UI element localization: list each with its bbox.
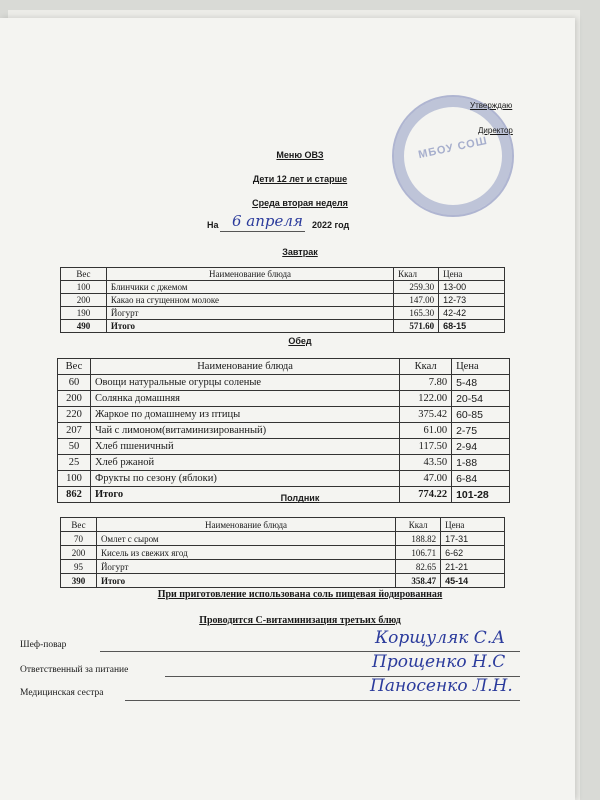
total-price-cell: 101-28 xyxy=(452,487,510,503)
price-cell: 13-00 xyxy=(439,281,505,294)
total-weight-cell: 390 xyxy=(61,574,97,588)
signature-name: Паносенко Л.Н. xyxy=(370,676,513,696)
vitamin-note: Проводится С-витаминизация третьих блюд xyxy=(199,615,401,626)
table-row xyxy=(61,281,505,294)
dish-cell: Йогурт xyxy=(96,560,395,574)
weight-cell: 100 xyxy=(58,471,91,487)
snack-table xyxy=(60,517,505,588)
weight-cell: 200 xyxy=(58,391,91,407)
table-row xyxy=(61,294,505,307)
dish-cell: Солянка домашняя xyxy=(90,391,399,407)
price-cell: 60-85 xyxy=(452,407,510,423)
dish-cell: Фрукты по сезону (яблоки) xyxy=(90,471,399,487)
kcal-cell: 47.00 xyxy=(400,471,452,487)
kcal-cell: 117.50 xyxy=(400,439,452,455)
total-kcal-cell: 358.47 xyxy=(396,574,441,588)
column-header: Цена xyxy=(439,268,505,281)
total-price-cell: 68-15 xyxy=(439,320,505,333)
column-header: Наименование блюда xyxy=(96,518,395,532)
date-handwritten: 6 апреля xyxy=(232,212,303,230)
kcal-cell: 43.50 xyxy=(400,455,452,471)
kcal-cell: 106.71 xyxy=(396,546,441,560)
table-header-row xyxy=(61,518,505,532)
column-header: Вес xyxy=(61,518,97,532)
lunch-table xyxy=(57,358,510,503)
official-stamp: МБОУ СОШ xyxy=(392,95,514,217)
dish-cell: Жаркое по домашнему из птицы xyxy=(90,407,399,423)
total-label-cell: Итого xyxy=(106,320,393,333)
director-label: Директор xyxy=(478,126,513,135)
signature-role: Шеф-повар xyxy=(20,640,67,650)
weight-cell: 207 xyxy=(58,423,91,439)
weight-cell: 60 xyxy=(58,375,91,391)
signature-name: Прощенко Н.С xyxy=(372,652,506,672)
dish-cell: Блинчики с джемом xyxy=(106,281,393,294)
date-prefix: На xyxy=(207,220,219,230)
total-kcal-cell: 571.60 xyxy=(394,320,439,333)
total-row xyxy=(61,320,505,333)
date-suffix: 2022 год xyxy=(312,220,350,230)
price-cell: 1-88 xyxy=(452,455,510,471)
table-header-row xyxy=(61,268,505,281)
age-group: Дети 12 лет и старше xyxy=(252,174,348,184)
price-cell: 17-31 xyxy=(441,532,505,546)
signature-role: Медицинская сестра xyxy=(20,688,104,698)
weight-cell: 25 xyxy=(58,455,91,471)
menu-title: Меню ОВЗ xyxy=(276,150,324,160)
column-header: Цена xyxy=(452,359,510,375)
week-day: Среда вторая неделя xyxy=(252,198,348,208)
price-cell: 5-48 xyxy=(452,375,510,391)
table-row xyxy=(61,532,505,546)
snack-title: Полдник xyxy=(280,493,320,503)
kcal-cell: 122.00 xyxy=(400,391,452,407)
price-cell: 12-73 xyxy=(439,294,505,307)
breakfast-table xyxy=(60,267,505,333)
dish-cell: Какао на сгущенном молоке xyxy=(106,294,393,307)
signature-line xyxy=(125,700,520,701)
column-header: Ккал xyxy=(394,268,439,281)
weight-cell: 220 xyxy=(58,407,91,423)
approve-label: Утверждаю xyxy=(470,101,513,110)
table-row xyxy=(58,375,510,391)
table-row xyxy=(58,439,510,455)
column-header: Наименование блюда xyxy=(90,359,399,375)
weight-cell: 50 xyxy=(58,439,91,455)
total-label-cell: Итого xyxy=(90,487,399,503)
signature-role: Ответственный за питание xyxy=(20,665,129,675)
weight-cell: 70 xyxy=(61,532,97,546)
lunch-title: Обед xyxy=(288,336,312,346)
total-row xyxy=(61,574,505,588)
kcal-cell: 147.00 xyxy=(394,294,439,307)
kcal-cell: 82.65 xyxy=(396,560,441,574)
price-cell: 20-54 xyxy=(452,391,510,407)
weight-cell: 200 xyxy=(61,546,97,560)
column-header: Вес xyxy=(58,359,91,375)
table-row xyxy=(58,455,510,471)
kcal-cell: 61.00 xyxy=(400,423,452,439)
breakfast-title: Завтрак xyxy=(282,247,318,257)
total-price-cell: 45-14 xyxy=(441,574,505,588)
table-row xyxy=(61,546,505,560)
table-row xyxy=(58,423,510,439)
weight-cell: 95 xyxy=(61,560,97,574)
column-header: Наименование блюда xyxy=(106,268,393,281)
dish-cell: Хлеб пшеничный xyxy=(90,439,399,455)
dish-cell: Овощи натуральные огурцы соленые xyxy=(90,375,399,391)
table-row xyxy=(61,560,505,574)
price-cell: 42-42 xyxy=(439,307,505,320)
table-row xyxy=(61,307,505,320)
kcal-cell: 188.82 xyxy=(396,532,441,546)
total-weight-cell: 490 xyxy=(61,320,107,333)
table-row xyxy=(58,471,510,487)
kcal-cell: 7.80 xyxy=(400,375,452,391)
kcal-cell: 165.30 xyxy=(394,307,439,320)
weight-cell: 190 xyxy=(61,307,107,320)
dish-cell: Кисель из свежих ягод xyxy=(96,546,395,560)
total-label-cell: Итого xyxy=(96,574,395,588)
total-kcal-cell: 774.22 xyxy=(400,487,452,503)
weight-cell: 100 xyxy=(61,281,107,294)
dish-cell: Йогурт xyxy=(106,307,393,320)
column-header: Цена xyxy=(441,518,505,532)
date-underline xyxy=(220,231,305,232)
price-cell: 6-84 xyxy=(452,471,510,487)
column-header: Вес xyxy=(61,268,107,281)
table-row xyxy=(58,391,510,407)
price-cell: 2-75 xyxy=(452,423,510,439)
column-header: Ккал xyxy=(396,518,441,532)
kcal-cell: 259.30 xyxy=(394,281,439,294)
price-cell: 21-21 xyxy=(441,560,505,574)
table-header-row xyxy=(58,359,510,375)
price-cell: 2-94 xyxy=(452,439,510,455)
price-cell: 6-62 xyxy=(441,546,505,560)
table-row xyxy=(58,407,510,423)
kcal-cell: 375.42 xyxy=(400,407,452,423)
dish-cell: Омлет с сыром xyxy=(96,532,395,546)
dish-cell: Хлеб ржаной xyxy=(90,455,399,471)
salt-note: При приготовление использована соль пищевая йодированная xyxy=(157,589,443,600)
signature-name: Корщуляк С.А xyxy=(375,628,506,648)
column-header: Ккал xyxy=(400,359,452,375)
total-weight-cell: 862 xyxy=(58,487,91,503)
weight-cell: 200 xyxy=(61,294,107,307)
dish-cell: Чай с лимоном(витаминизированный) xyxy=(90,423,399,439)
